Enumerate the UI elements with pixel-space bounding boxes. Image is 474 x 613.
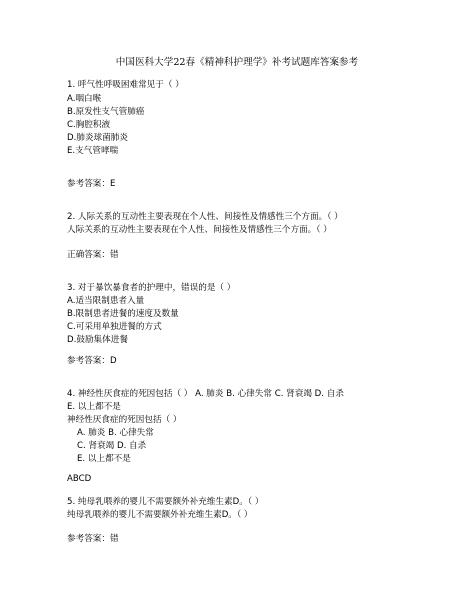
page-title: 中国医科大学22春《精神科护理学》补考试题库答案参考	[115, 57, 359, 68]
question-3-stem: 3. 对于暴饮暴食者的护理中，错误的是（ ）	[67, 283, 236, 293]
question-4-option-e: E. 以上都不是	[77, 454, 131, 464]
question-3-option-b: B.限制患者进餐的速度及数量	[67, 309, 179, 319]
question-2-stem: 2. 人际关系的互动性主要表现在个人性、间接性及情感性三个方面。（ ）	[67, 212, 343, 222]
question-1-stem: 1. 呼气性呼吸困难常见于（ ）	[67, 80, 184, 90]
question-1-option-d: D.肺炎球菌肺炎	[67, 133, 128, 143]
question-4-stem: 4. 神经性厌食症的死因包括（ ） A. 肺炎 B. 心律失常 C. 肾衰竭 D. 自杀	[67, 389, 344, 399]
question-4-stem-cont: E. 以上都不是	[67, 402, 121, 412]
question-1-option-a: A.咽白喉	[67, 94, 102, 104]
question-1-option-c: C.胸腔积液	[67, 120, 111, 130]
question-3-answer: 参考答案：D	[67, 356, 117, 366]
question-3-option-a: A.适当限制患者入量	[67, 296, 145, 306]
question-4-option-ab: A. 肺炎 B. 心律失常	[77, 428, 154, 438]
question-3-option-c: C.可采用单独进餐的方式	[67, 322, 162, 332]
question-5-stem: 5. 纯母乳喂养的婴儿不需要额外补充维生素D。（ ）	[67, 497, 264, 507]
question-5-repeat: 纯母乳喂养的婴儿不需要额外补充维生素D。（ ）	[67, 510, 253, 520]
question-4-repeat: 神经性厌食症的死因包括（ ）	[67, 415, 182, 425]
question-2-answer: 正确答案：错	[67, 250, 119, 260]
question-1-option-e: E.支气管哮喘	[67, 146, 119, 156]
question-4-option-cd: C. 肾衰竭 D. 自杀	[77, 441, 147, 451]
question-1-option-b: B.原发性支气管肺癌	[67, 107, 145, 117]
question-4-answer: ABCD	[67, 474, 92, 484]
question-3-option-d: D.鼓励集体进餐	[67, 335, 128, 345]
question-1-answer: 参考答案：E	[67, 179, 116, 189]
question-5-answer: 参考答案：错	[67, 534, 119, 544]
question-2-repeat: 人际关系的互动性主要表现在个人性、间接性及情感性三个方面。（ ）	[67, 225, 332, 235]
